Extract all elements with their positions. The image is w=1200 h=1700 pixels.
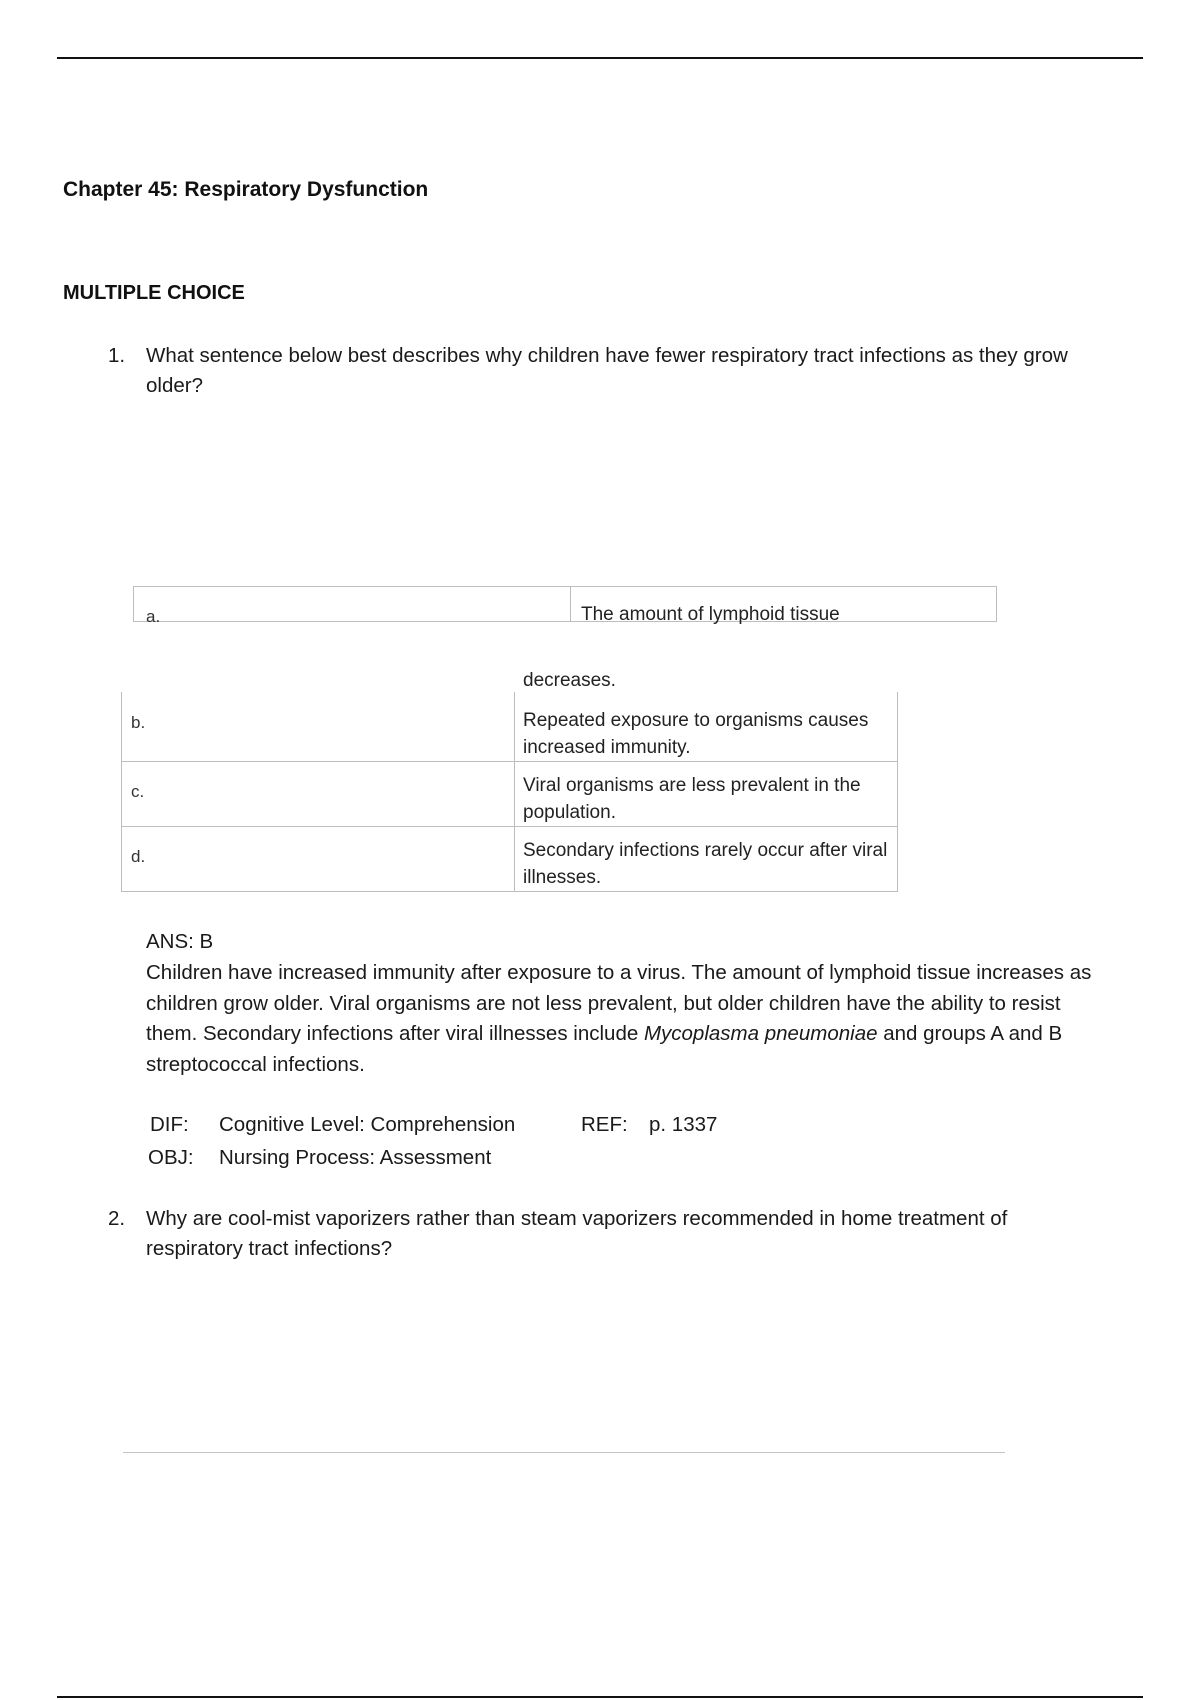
ref-value: p. 1337 [649, 1113, 718, 1136]
option-a-text: The amount of lymphoid tissue [581, 604, 840, 625]
ref-label: REF: [581, 1113, 628, 1136]
top-rule [57, 57, 1143, 59]
bottom-rule [57, 1696, 1143, 1698]
dif-label: DIF: [150, 1113, 189, 1136]
answer-label: ANS: B [146, 930, 214, 953]
option-d-letter: d. [122, 827, 515, 892]
option-d-row [122, 827, 898, 892]
question-stem: Why are cool-mist vaporizers rather than steam vaporizers recommended in home treatment of respiratory tract infections? [146, 1207, 1008, 1260]
question-1 [108, 341, 1098, 401]
rationale-part-2: and groups A and B streptococcal infections. [146, 1022, 1063, 1076]
option-b-text: Repeated exposure to organisms causes increased immunity. [515, 692, 898, 762]
section-heading: MULTIPLE CHOICE [63, 282, 245, 304]
option-b-row [122, 692, 898, 762]
obj-label: OBJ: [148, 1146, 194, 1169]
section-separator [123, 1452, 1005, 1453]
option-c-letter: c. [122, 762, 515, 827]
question-number: 1. [108, 344, 126, 367]
option-a-divider [570, 587, 571, 621]
option-d-text: Secondary infections rarely occur after viral illnesses. [515, 827, 898, 892]
question-2 [108, 1204, 1098, 1264]
option-c-text: Viral organisms are less prevalent in the population. [515, 762, 898, 827]
question-number: 2. [108, 1207, 126, 1230]
option-b-letter: b. [122, 692, 515, 762]
option-c-row [122, 762, 898, 827]
question-stem: What sentence below best describes why children have fewer respiratory tract infections as they grow older? [146, 344, 1068, 397]
rationale-part-1: Children have increased immunity after exposure to a virus. The amount of lymphoid tissue increases as children grow older. Viral organisms are not less prevalent, but older children have the ability to resist them. Secondary infections after viral illnesses include [146, 961, 1092, 1045]
option-a-row [133, 586, 997, 622]
option-a-letter: a. [146, 607, 161, 626]
dif-value: Cognitive Level: Comprehension [219, 1113, 516, 1136]
option-a-text-continued: decreases. [523, 670, 616, 691]
rationale-text [146, 958, 1106, 1080]
obj-value: Nursing Process: Assessment [219, 1146, 492, 1169]
rationale-italic-organism: Mycoplasma pneumoniae [643, 1022, 878, 1045]
chapter-title: Chapter 45: Respiratory Dysfunction [63, 178, 429, 201]
options-table [121, 692, 898, 892]
